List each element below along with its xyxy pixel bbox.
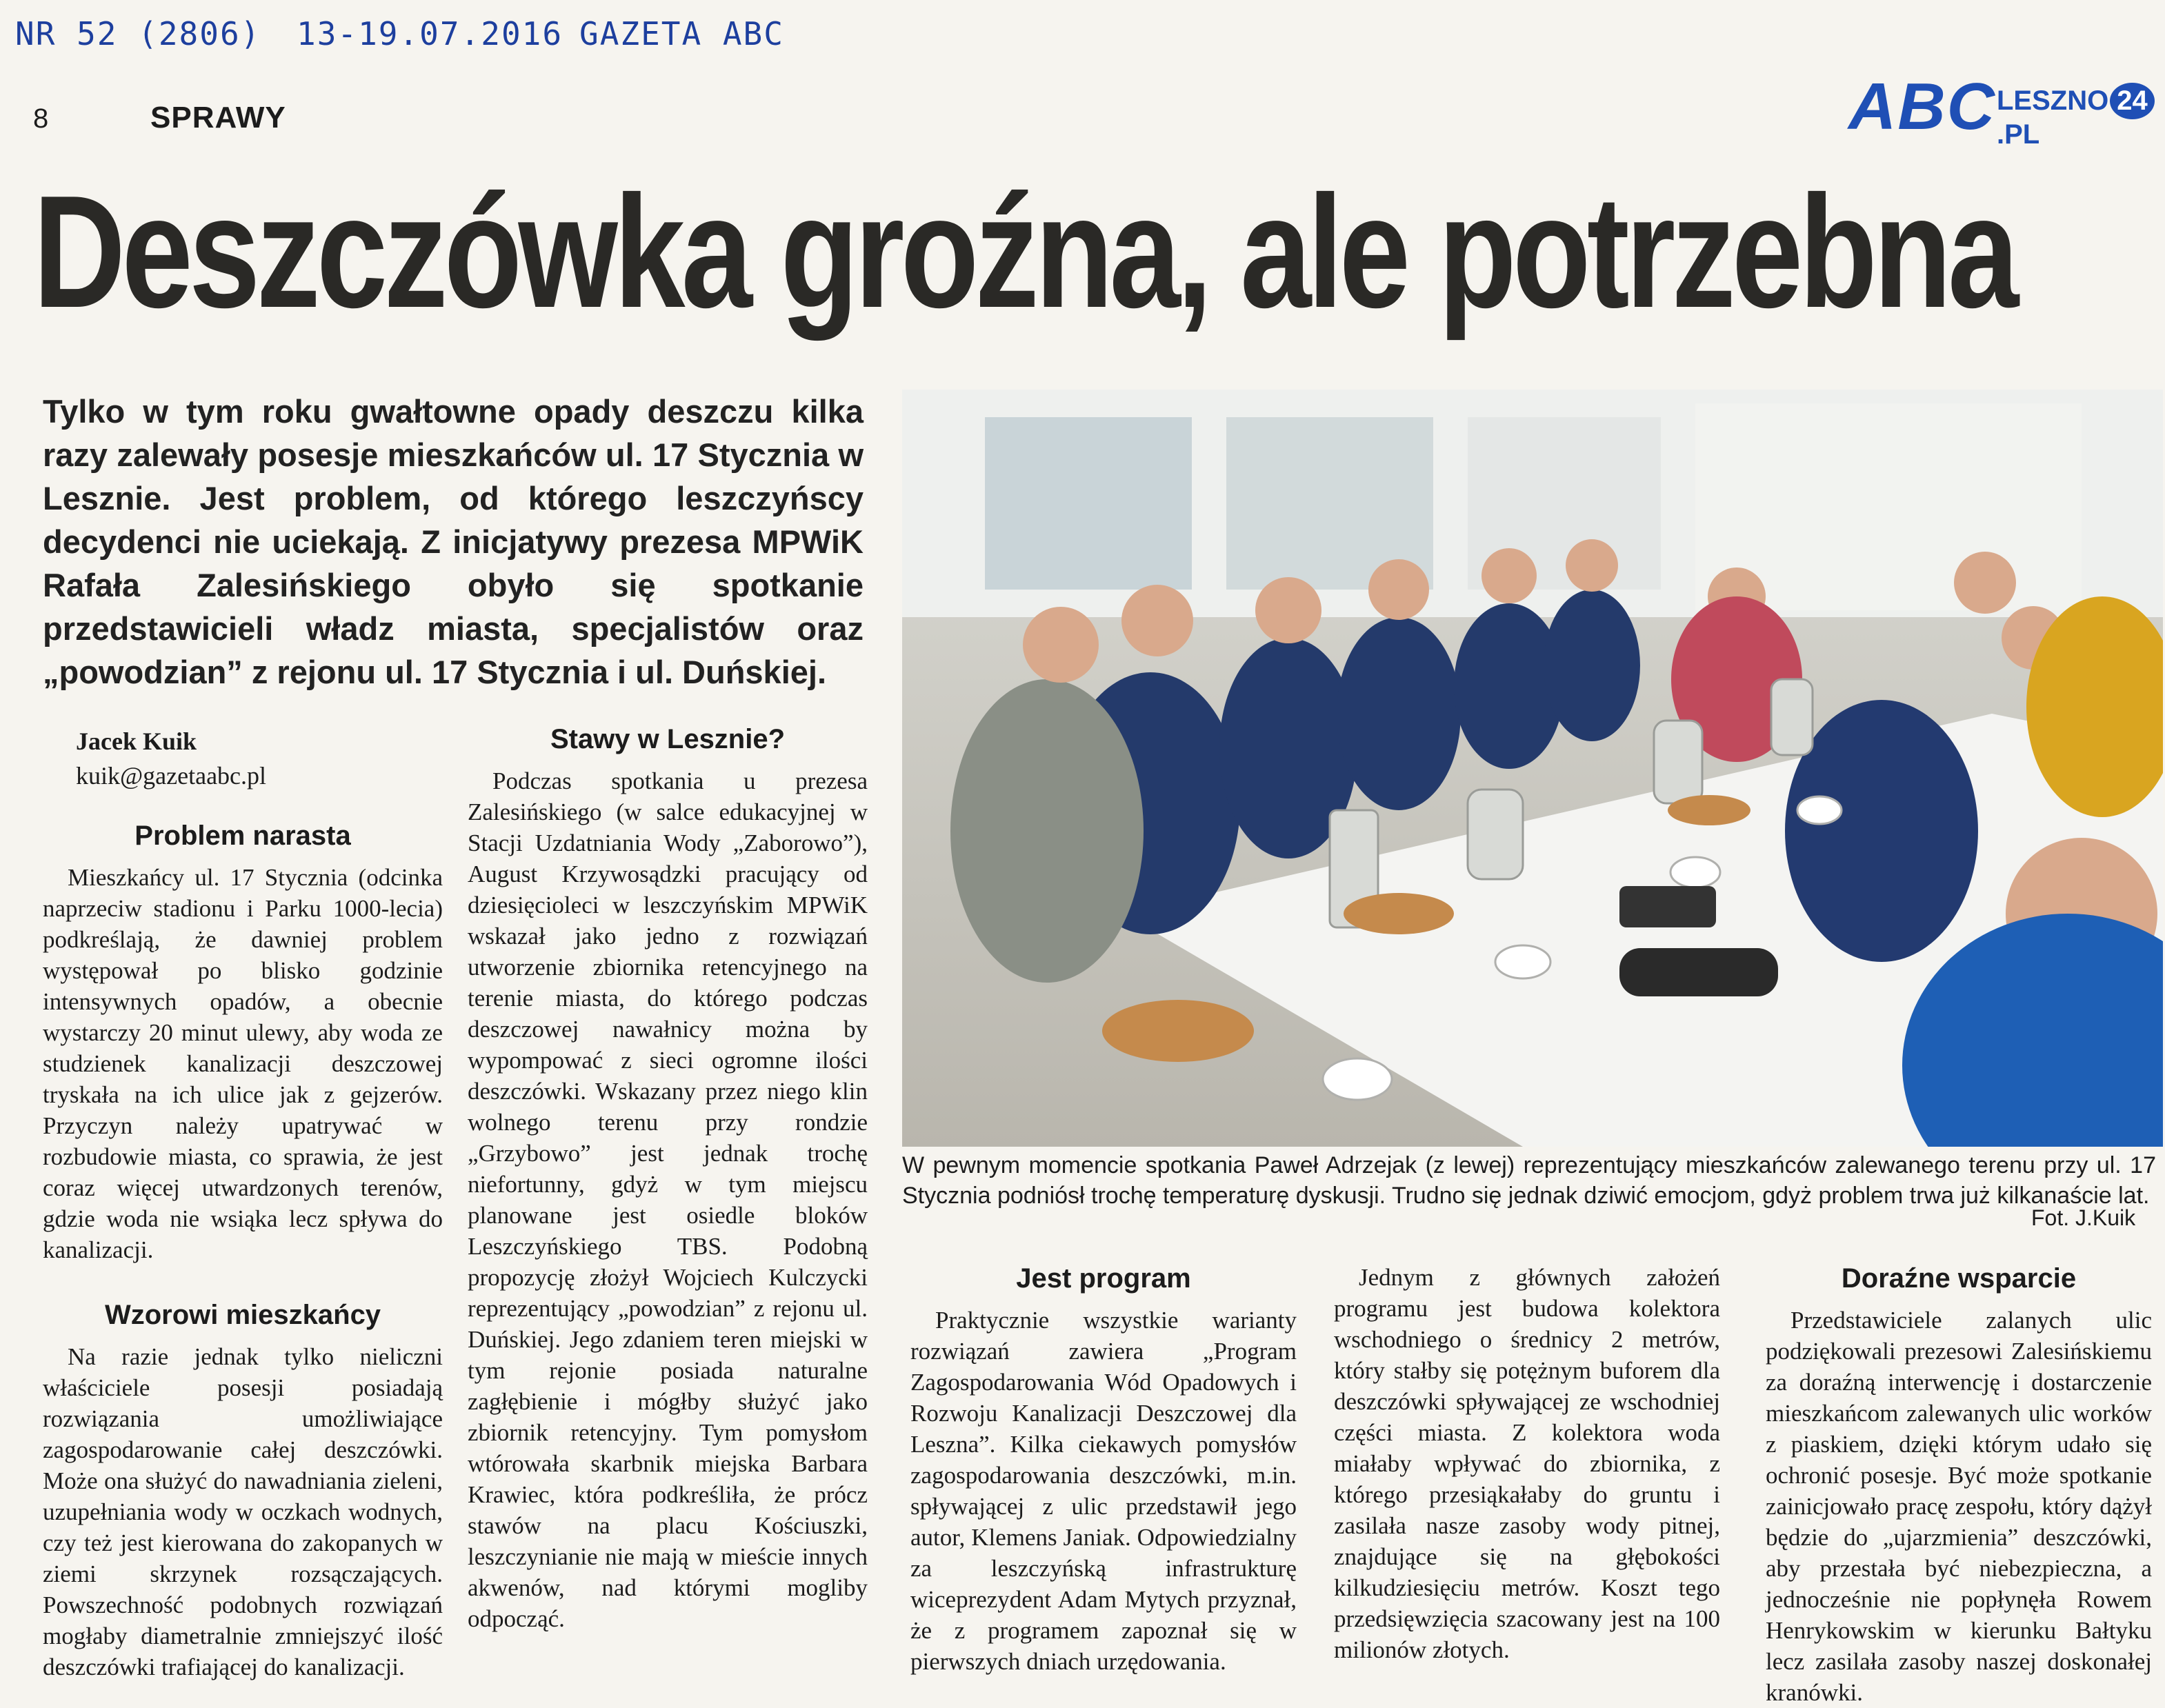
column-1 (43, 819, 443, 1682)
subheading-wzorowi: Wzorowi mieszkańcy (104, 1300, 381, 1330)
abc-logo: ABC (1848, 70, 1996, 143)
leszno24-logo (1997, 83, 2165, 150)
section-label: SPRAWY (150, 101, 286, 134)
paragraph-wzorowi: Na razie jednak tylko nieliczni właściciele posesji posiadają rozwiązania umożliwiające zagospodarowanie całej deszczówki. Może ona służyć do nawadniania zieleni, uzupełniania wody w oczkach wodnych, czy też jest kierowana do zakopanych w ziemi skrzynek rozsączających. Powszechność podobnych rozwiązań mogłaby diametralnie zmniejszyć ilość deszczówki trafiającej do kanalizacji. (43, 1343, 443, 1680)
paragraph-problem: Mieszkańcy ul. 17 Stycznia (odcinka naprzeciw stadionu i Parku 1000-lecia) podkreślają, że dawniej problem występował po blisko godzinie intensywnych opadów, a obecnie wystarczy 20 minut ulewy, aby woda ze studzienek kanalizacji deszczowej tryskała na ich ulice jak z gejzerów. Przyczyn należy upatrywać w rozbudowie miasta, co sprawia, że jest coraz więcej utwardzonych terenów, gdzie woda nie wsiąka lecz spływa do kanalizacji. (43, 864, 443, 1263)
handwritten-paper-name: GAZETA ABC (579, 15, 784, 52)
subheading-problem: Problem narasta (134, 821, 351, 851)
subheading-wsparcie: Doraźne wsparcie (1841, 1263, 2077, 1294)
paragraph-program: Praktycznie wszystkie warianty rozwiązań zawiera „Program Zagospodarowania Wód Opadowych i Rozwoju Kanalizacji Deszczowej dla Leszna”. Kilka ciekawych pomysłów zagospodarowania deszczówki, m.in. spływającej z ulic przedstawił jego autor, Klemens Janiak. Odpowiedzialny za leszczyńską infrastrukturę wiceprezydent Adam Mytych przyznał, że z programem zapoznał się w pierwszych dniach urzędowania. (910, 1307, 1297, 1675)
logo-site-text: LESZNO (1997, 86, 2109, 116)
meeting-photo (902, 390, 2163, 1147)
photo-credit: Fot. J.Kuik (2031, 1205, 2136, 1230)
page-number: 8 (33, 103, 49, 134)
subheading-stawy: Stawy w Lesznie? (550, 724, 786, 754)
paragraph-kolektor: Jednym z głównych założeń programu jest budowa kolektora wschodniego o średnicy 2 metrów, który stałby się potężnym buforem dla deszczówki spływającej ze wschodniej części miasta. Z kolektora woda miałaby wpływać do zbiornika, z którego przesiąkałaby do gruntu i zasilała nasze zasoby wody pitnej, znajdujące się na głębokości kilkudziesięciu metrów. Koszt tego przedsięwzięcia szacowany jest na 100 milionów złotych. (1334, 1264, 1720, 1663)
column-4 (1334, 1262, 1720, 1665)
column-3 (910, 1262, 1297, 1677)
photo-caption: W pewnym momencie spotkania Paweł Adrzejak (z lewej) reprezentujący mieszkańców zalewanego terenu przy ul. 17 Stycznia podniósł trochę temperaturę dyskusji. Trudno się jednak dziwić emocjom, gdyż problem trwa już kilkanaście lat. (902, 1152, 2156, 1209)
paragraph-stawy: Podczas spotkania u prezesa Zalesińskiego (w salce edukacyjnej w Stacji Uzdatniania Wody „Zaborowo”), August Krzywosądzki pracujący od dziesięcioleci w leszczyńskim MPWiK wskazał jako jedno z rozwiązań utworzenie zbiornika retencyjnego na terenie miasta, do którego podczas deszczowej nawałnicy można by wypompować z sieci ogromne ilości deszczówki. Wskazany przez niego klin wolnego terenu przy rondzie „Grzybowo” jest jednak trochę niefortunny, gdyż w tym miejscu planowane jest osiedle bloków Leszczyńskiego TBS. Podobną propozycję złożył Wojciech Kulczycki reprezentujący „powodzian” z rejonu ul. Duńskiej. Jego zdaniem teren miejski w tym rejonie posiada naturalne zagłębienie i mógłby służyć jako zbiornik retencyjny. Tym pomysłom wtórowała skarbnik miejska Barbara Krawiec, która podkreśliła, że prócz stawów na placu Kościuszki, leszczynianie nie mają w mieście innych akwenów, nad którymi mogliby odpocząć. (468, 767, 868, 1632)
column-5 (1766, 1262, 2152, 1708)
byline (76, 724, 266, 793)
handwritten-date: 13-19.07.2016 (297, 15, 563, 52)
author-email: kuik@gazetaabc.pl (76, 762, 267, 790)
meeting-photo-illustration (902, 390, 2163, 1147)
headline: Deszczówka groźna, ale potrzebna (33, 163, 2015, 341)
subheading-program: Jest program (1016, 1263, 1191, 1294)
lead-paragraph: Tylko w tym roku gwałtowne opady deszczu kilka razy zalewały posesje mieszkańców ul. 17 Stycznia w Lesznie. Jest problem, od którego leszczyńscy decydenci nie uciekają. Z inicjatywy prezesa MPWiK Rafała Zalesińskiego obyło się spotkanie przedstawicieli władz miasta, specjalistów oraz „powodzian” z rejonu ul. 17 Stycznia i ul. Duńskiej. (43, 393, 864, 690)
author-name: Jacek Kuik (76, 727, 197, 755)
column-2 (468, 723, 868, 1634)
logo-site-number: 24 (2110, 83, 2155, 119)
handwritten-issue-number: NR 52 (2806) (15, 15, 261, 52)
logo-site-domain: .PL (1997, 119, 2040, 150)
paragraph-wsparcie: Przedstawiciele zalanych ulic podziękowali prezesowi Zalesińskiemu za doraźną interwencję i dostarczenie mieszkańcom zalewanych ulic worków z piaskiem, dzięki którym udało się ochronić posesje. Być może spotkanie zainicjowało pracę zespołu, który dążył będzie do „ujarzmienia” deszczówki, aby przestała być niebezpieczna, a jednocześnie nie popłynęła Rowem Henrykowskim w kierunku Bałtyku lecz zasilała zasoby naszej doskonałej kranówki. (1766, 1307, 2152, 1706)
